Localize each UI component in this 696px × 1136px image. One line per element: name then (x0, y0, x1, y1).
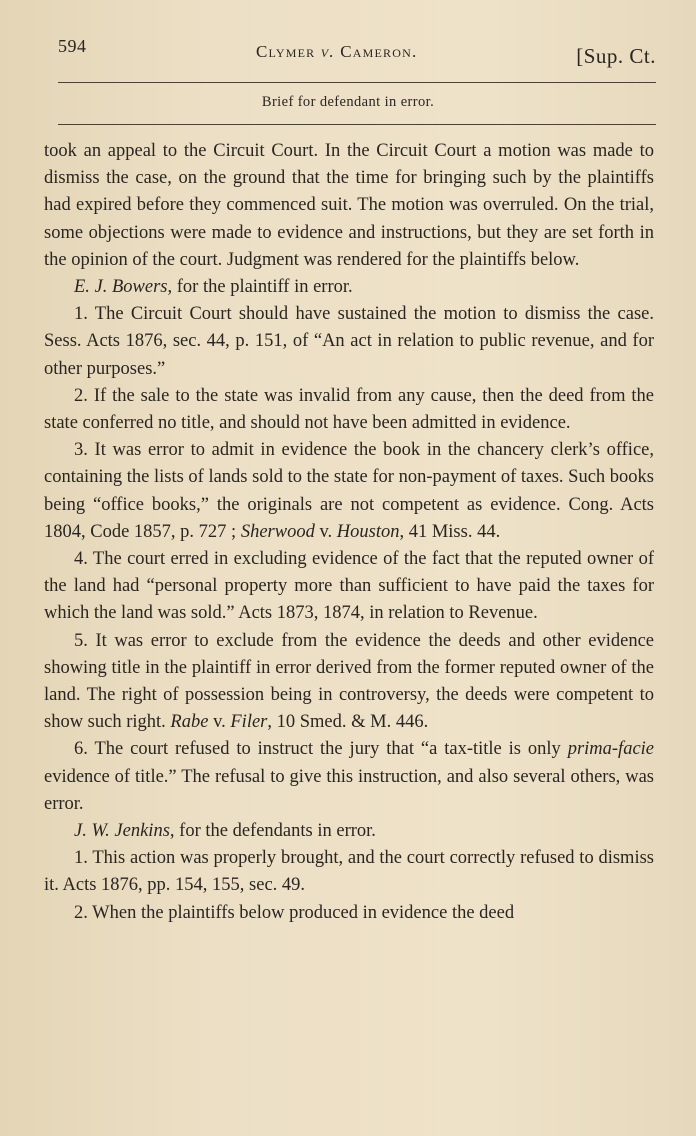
point-6 (44, 736, 654, 818)
case-name: Filer (230, 712, 268, 733)
case-party-left: Clymer (256, 42, 316, 61)
paragraph-statement: took an appeal to the Circuit Court. In the Circuit Court a motion was made to dismiss the case, on the ground that the time for bringing such by the plaintiffs had expired before they commenced suit. The motion was overruled. On the trial, some objections were made to evidence and instructions, but they are set forth in the opinion of the court. Judgment was rendered for the plaintiffs below. (44, 141, 654, 270)
point-2: 2. If the sale to the state was invalid from any cause, then the deed from the state conferred no title, and should not have been admitted in evidence. (44, 385, 654, 434)
point-1: 1. The Circuit Court should have sustained the motion to dismiss the case. Sess. Acts 1876, sec. 44, p. 151, of “An act in relation to public revenue, and for other purposes.” (44, 304, 654, 379)
latin-term: prima-facie (567, 739, 654, 760)
page-body (44, 138, 654, 927)
point-6-text: 6. The court refused to instruct the jury that “a tax-title is only (74, 739, 568, 760)
paragraph-counsel-plaintiff (44, 274, 654, 301)
running-header (58, 30, 656, 70)
point-3 (44, 437, 654, 546)
running-title (256, 42, 417, 62)
citation: , 41 Miss. 44. (399, 521, 501, 542)
paragraph-counsel-defendant (44, 818, 654, 845)
court-label: [Sup. Ct. (576, 44, 656, 68)
case-name: Houston (336, 521, 400, 542)
point-5 (44, 628, 654, 737)
counsel-role: , for the defendants in error. (169, 821, 376, 842)
point-5-text: 5. It was error to exclude from the evidence the deeds and other evidence showing title in the plaintiff in error derived from the former reputed owner of the land. The right of possession being in controversy, the deeds were competent to show such right. (44, 630, 654, 733)
case-name: Sherwood (240, 521, 315, 542)
case-party-right: Cameron. (340, 42, 418, 61)
counsel-role: , for the plaintiff in error. (167, 277, 353, 298)
page-number: 594 (58, 36, 87, 56)
counsel-name: E. J. Bowers (74, 277, 168, 298)
case-versus: v. (208, 712, 231, 733)
point-4: 4. The court erred in excluding evidence of the fact that the reputed owner of the land had “personal property more than sufficient to have paid the taxes for which the land was sold.” Acts 1873, 1874, in relation to Revenue. (44, 549, 654, 624)
point-3-text: 3. It was error to admit in evidence the book in the chancery clerk’s office, containing the lists of lands sold to the state for non-payment of taxes. Such books being “office books,” the originals are not competent as evidence. Cong. Acts 1804, Code 1857, p. 727 ; (44, 440, 654, 542)
case-versus: v. (320, 42, 335, 61)
point-6-text-end: evidence of title.” The refusal to give this instruction, and also several others, was error. (44, 766, 654, 814)
defense-point-1: 1. This action was properly brought, and the court correctly refused to dismiss it. Acts 1876, pp. 154, 155, sec. 49. (44, 848, 654, 896)
header-rule (58, 82, 656, 83)
citation: , 10 Smed. & M. 446. (267, 712, 429, 733)
counsel-name: J. W. Jenkins (74, 821, 170, 842)
subhead-rule (58, 124, 656, 125)
section-subhead: Brief for defendant in error. (261, 94, 435, 110)
case-name: Rabe (170, 712, 209, 733)
defense-point-2: 2. When the plaintiffs below produced in evidence the deed (74, 902, 515, 923)
case-versus: v. (314, 521, 337, 542)
